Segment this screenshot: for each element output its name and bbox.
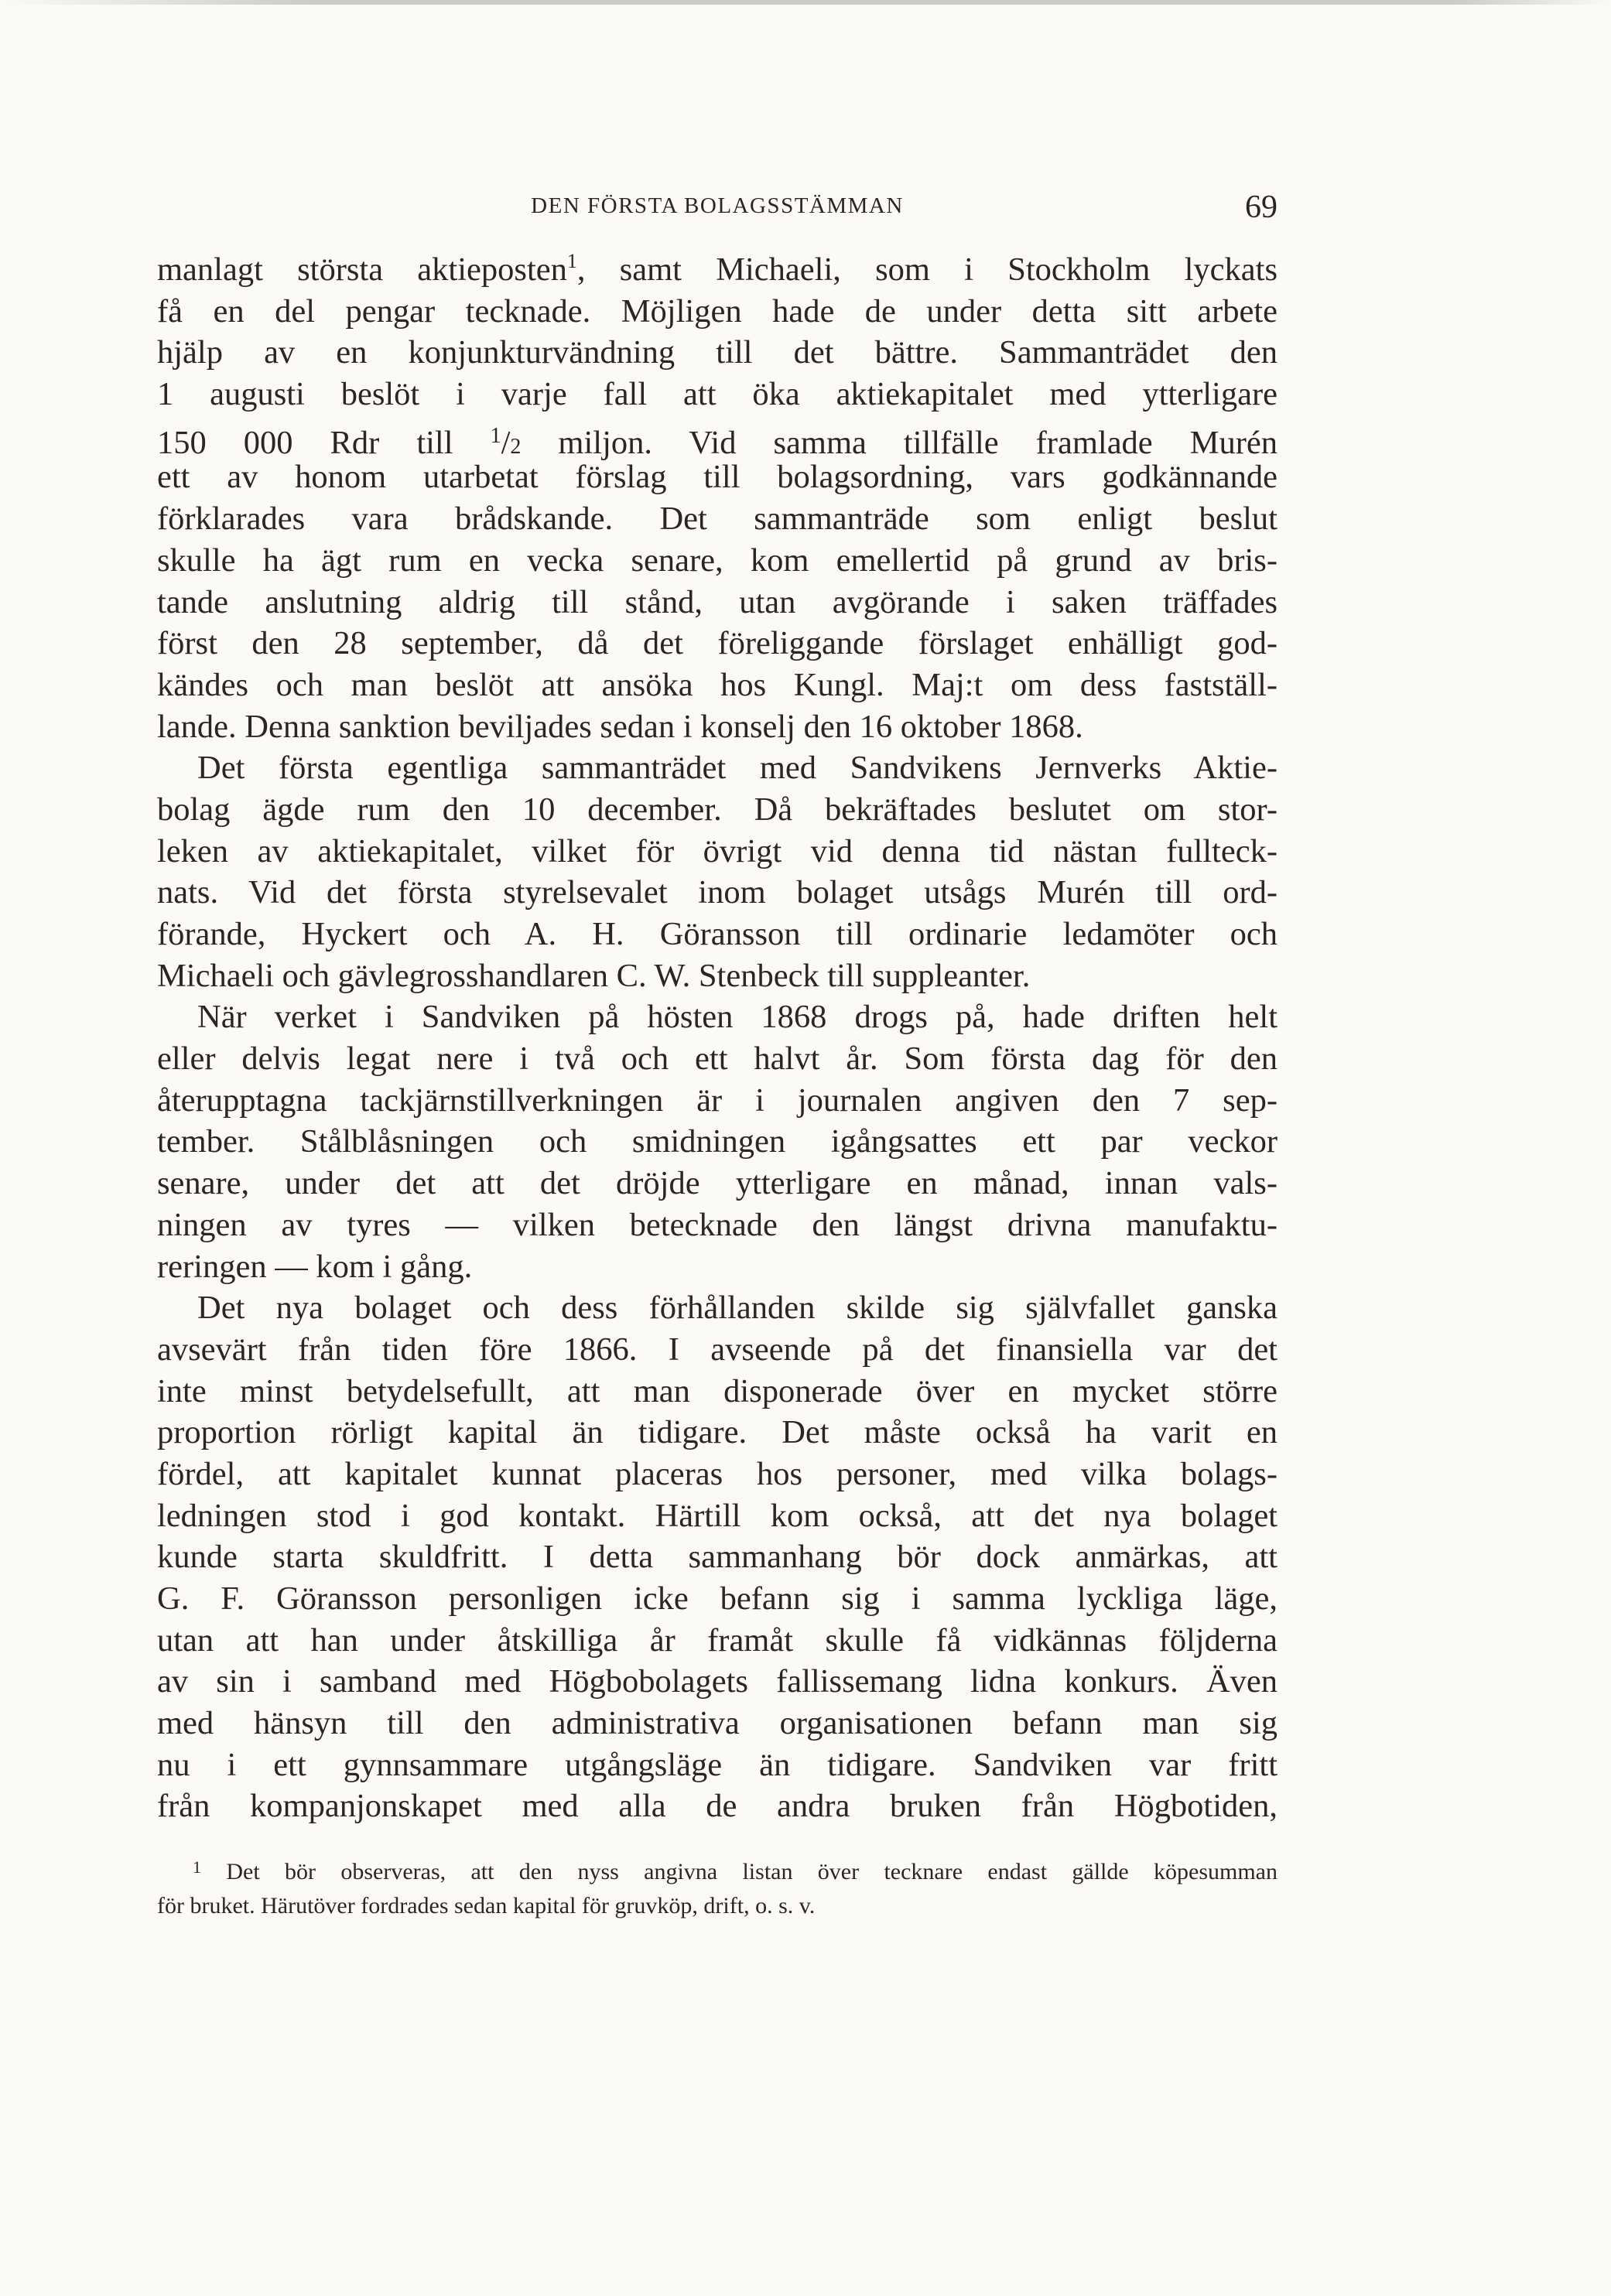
text-line: Det första egentliga sammanträdet med Sandvikens Jernverks Aktie- <box>197 750 1278 787</box>
text-line: reringen — kom i gång. <box>157 1248 473 1285</box>
text-line: kunde starta skuldfritt. I detta sammanhang bör dock anmärkas, att <box>157 1539 1278 1576</box>
text-line: skulle ha ägt rum en vecka senare, kom emellertid på grund av bris- <box>157 542 1278 579</box>
text-line: Michaeli och gävlegrosshandlaren C. W. Stenbeck till suppleanter. <box>157 957 1031 994</box>
text-line: ningen av tyres — vilken betecknade den längst drivna manufaktu- <box>157 1206 1278 1243</box>
fraction-numerator: 1 <box>490 423 501 448</box>
text-line: ledningen stod i god kontakt. Härtill kom också, att det nya bolaget <box>157 1497 1278 1534</box>
text-line: lande. Denna sanktion beviljades sedan i konselj den 16 oktober 1868. <box>157 708 1083 745</box>
fraction-slash: / <box>501 424 511 461</box>
footnote-marker: 1 <box>193 1857 201 1877</box>
text-line: först den 28 september, då det föreliggande förslaget enhälligt god- <box>157 625 1278 662</box>
text-line: nu i ett gynnsammare utgångsläge än tidigare. Sandviken var fritt <box>157 1746 1278 1783</box>
text-line: När verket i Sandviken på hösten 1868 drogs på, hade driften helt <box>197 999 1278 1036</box>
text-line: leken av aktiekapitalet, vilket för övrigt vid denna tid nästan fullteck- <box>157 832 1278 870</box>
text-line: senare, under det att det dröjde ytterligare en månad, innan vals- <box>157 1165 1278 1202</box>
text-line: inte minst betydelsefullt, att man disponerade över en mycket större <box>157 1372 1278 1409</box>
running-title: DEN FÖRSTA BOLAGSSTÄMMAN <box>531 193 904 218</box>
text-line: tande anslutning aldrig till stånd, utan avgörande i saken träffades <box>157 583 1278 620</box>
text-line: av sin i samband med Högbobolagets fallissemang lidna konkurs. Även <box>157 1663 1278 1700</box>
text-line: förande, Hyckert och A. H. Göransson till ordinarie ledamöter och <box>157 916 1278 952</box>
footnote-reference: 1 <box>566 250 577 272</box>
text-line: utan att han under åtskilliga år framåt skulle få vidkännas följderna <box>157 1621 1278 1659</box>
text-line: återupptagna tackjärnstillverkningen är i journalen angiven den 7 sep- <box>157 1081 1278 1119</box>
text-line: tember. Stålblåsningen och smidningen igångsattes ett par veckor <box>157 1123 1278 1160</box>
text-line: bolag ägde rum den 10 december. Då bekräftades beslutet om stor- <box>157 791 1278 828</box>
text-line: med hänsyn till den administrativa organisationen befann man sig <box>157 1705 1278 1742</box>
footnote-line: för bruket. Härutöver fordrades sedan kapital för gruvköp, drift, o. s. v. <box>157 1893 816 1918</box>
body-text <box>157 249 1278 1827</box>
text-line: G. F. Göransson personligen icke befann sig i samma lyckliga läge, <box>157 1580 1278 1617</box>
footnote-line: $^1$ Det bör observeras, att den nyss angivna listan över tecknare endast gällde köpesumman <box>193 1857 1278 1884</box>
page-number: 69 <box>1245 190 1278 225</box>
text-line: avsevärt från tiden före 1866. I avseende på det finansiella var det <box>157 1331 1278 1368</box>
text-line: eller delvis legat nere i två och ett halvt år. Som första dag för den <box>157 1040 1278 1078</box>
text-line: nats. Vid det första styrelsevalet inom bolaget utsågs Murén till ord- <box>157 874 1278 911</box>
text-line: hjälp av en konjunkturvändning till det bättre. Sammanträdet den <box>157 334 1278 371</box>
text-line: fördel, att kapitalet kunnat placeras hos personer, med vilka bolags- <box>157 1455 1278 1492</box>
fraction-denominator: 2 <box>510 434 522 459</box>
running-head <box>157 189 1278 227</box>
text-line: Det nya bolaget och dess förhållanden skilde sig självfallet ganska <box>197 1290 1278 1327</box>
text-line: från kompanjonskapet med alla de andra bruken från Högbotiden, <box>157 1788 1278 1825</box>
text-line: proportion rörligt kapital än tidigare. Det måste också ha varit en <box>157 1414 1278 1451</box>
text-line: förklarades vara brådskande. Det sammanträde som enligt beslut <box>157 501 1278 538</box>
text-line: manlagt största aktieposten$^1$, samt Michaeli, som i Stockholm lyckats <box>157 250 1278 288</box>
text-line: få en del pengar tecknade. Möjligen hade de under detta sitt arbete <box>157 292 1278 330</box>
text-line: 1 augusti beslöt i varje fall att öka aktiekapitalet med ytterligare <box>157 376 1278 413</box>
text-line: ett av honom utarbetat förslag till bolagsordning, vars godkännande <box>157 459 1278 496</box>
footnote <box>157 1850 1278 1923</box>
top-edge-rule <box>0 0 1611 5</box>
text-line: 150 000 Rdr till $^1$/2 miljon. Vid samma tillfälle framlade Murén <box>157 423 1278 461</box>
text-line: kändes och man beslöt att ansöka hos Kungl. Maj:t om dess fastställ- <box>157 666 1278 703</box>
